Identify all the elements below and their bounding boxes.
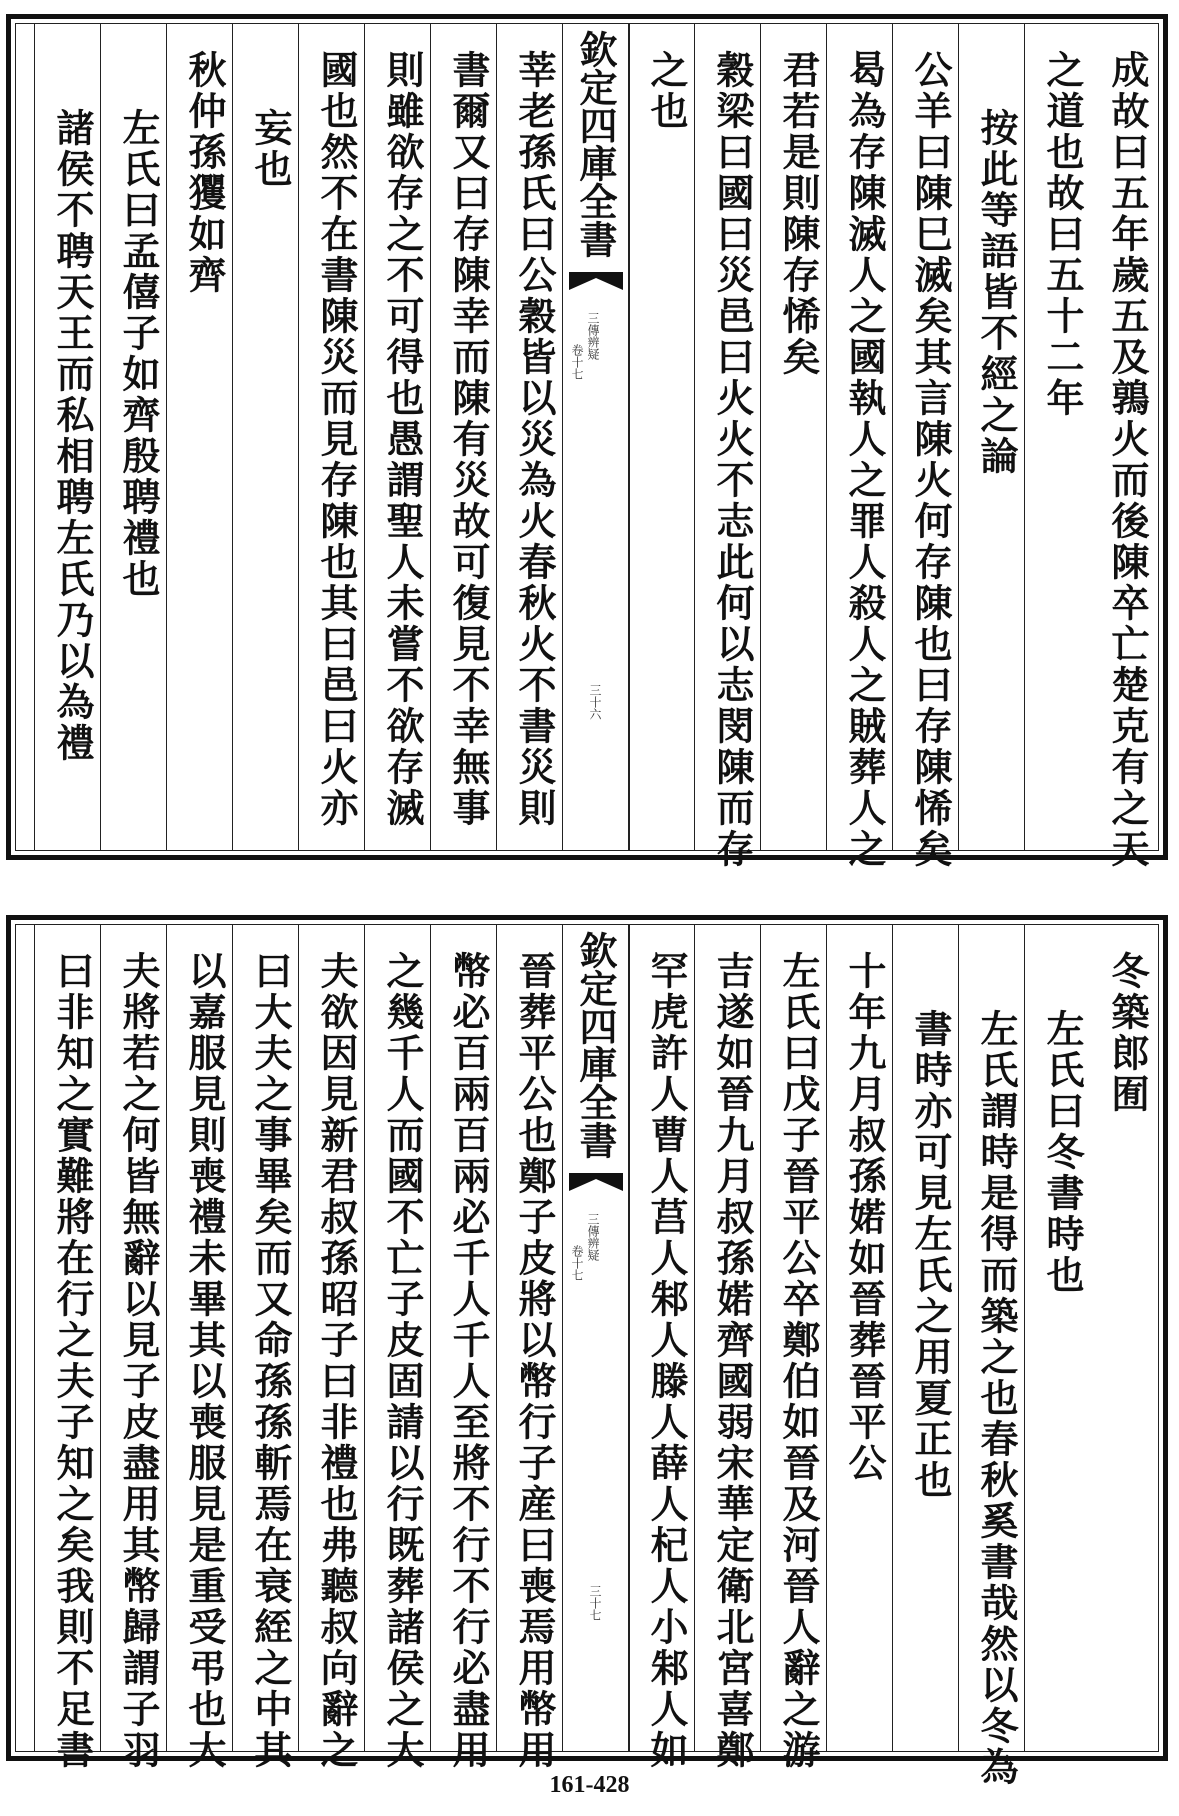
text-column [760, 925, 827, 1771]
text-column [1090, 24, 1156, 870]
column-text: 成故曰五年歲五及鶉火而後陳卒亡楚克有之天 [1105, 50, 1150, 870]
column-text: 曰非知之實難將在行之夫子知之矣我則不足書 [50, 951, 95, 1771]
volume-label: 卷十七 [570, 344, 584, 380]
text-column [892, 24, 959, 870]
text-column [430, 925, 497, 1771]
text-column [694, 24, 761, 870]
column-text: 之道也故曰五十二年 [1040, 50, 1085, 419]
leaf-number: 三十七 [588, 1585, 602, 1621]
text-column [364, 925, 431, 1771]
library-title: 欽定四庫全書 [573, 30, 618, 258]
text-column [298, 24, 365, 850]
text-column [34, 925, 101, 1771]
column-text: 穀梁曰國曰災邑曰火火不志此何以志閔陳而存 [710, 50, 755, 870]
column-text: 國也然不在書陳災而見存陳也其曰邑曰火亦 [314, 50, 359, 829]
column-text: 則雖欲存之不可得也愚謂聖人未嘗不欲存滅 [380, 50, 425, 829]
column-text: 曷為存陳滅人之國執人之罪人殺人之賊葬人之 [842, 50, 887, 870]
library-title: 欽定四庫全書 [573, 931, 618, 1159]
column-text: 左氏曰孟僖子如齊殷聘禮也 [116, 108, 161, 600]
page-number: 161-428 [549, 1772, 630, 1798]
column-text: 曰大夫之事畢矣而又命孫孫斬焉在衰絰之中其 [248, 951, 293, 1771]
column-text: 秋仲孫玃如齊 [182, 50, 227, 296]
column-text: 公羊曰陳巳滅矣其言陳火何存陳也曰存陳悕矣 [908, 50, 953, 870]
top-page-frame [15, 23, 1159, 870]
fish-tail-mark [569, 1171, 623, 1193]
text-column [892, 925, 959, 1751]
book-title: 三傳辨疑 [586, 1213, 600, 1261]
column-text: 之幾千人而國不亡子皮固請以行既葬諸侯之大 [380, 951, 425, 1771]
center-spine [562, 925, 630, 1751]
column-text: 晉葬平公也鄭子皮將以幣行子産曰喪焉用幣用 [512, 951, 557, 1771]
text-column [1090, 925, 1156, 1751]
fish-tail-mark [569, 270, 623, 292]
column-text: 諸侯不聘天王而私相聘左氏乃以為禮 [50, 108, 95, 764]
text-column [826, 925, 893, 1751]
column-text: 冬築郎囿 [1105, 951, 1150, 1115]
book-title: 三傳辨疑 [586, 312, 600, 360]
text-column [100, 24, 167, 850]
column-text: 書時亦可見左氏之用夏正也 [908, 1009, 953, 1501]
text-column [100, 925, 167, 1771]
text-column [166, 925, 233, 1771]
column-text: 左氏曰戊子晉平公卒鄭伯如晉及河晉人辭之游 [776, 951, 821, 1771]
column-text: 左氏謂時是得而築之也春秋奚書哉然以冬為 [974, 1009, 1019, 1788]
column-text: 書爾又曰存陳幸而陳有災故可復見不幸無事 [446, 50, 491, 829]
text-column [694, 925, 761, 1771]
column-text: 按此等語皆不經之論 [974, 108, 1019, 477]
text-column [628, 24, 695, 850]
text-column [34, 24, 101, 850]
text-column [826, 24, 893, 870]
text-column [958, 24, 1025, 850]
column-text: 莘老孫氏曰公穀皆以災為火春秋火不書災則 [512, 50, 557, 829]
text-column [628, 925, 695, 1771]
volume-label: 卷十七 [570, 1245, 584, 1281]
text-column [496, 24, 563, 850]
column-text: 夫將若之何皆無辭以見子皮盡用其幣歸謂子羽 [116, 951, 161, 1771]
column-text: 妄也 [248, 108, 293, 190]
column-text: 左氏曰冬書時也 [1040, 1009, 1085, 1296]
column-text: 罕虎許人曹人莒人邾人滕人薛人杞人小邾人如 [644, 951, 689, 1771]
column-text: 君若是則陳存悕矣 [776, 50, 821, 378]
text-column [430, 24, 497, 850]
column-text: 吉遂如晉九月叔孫婼齊國弱宋華定衛北宮喜鄭 [710, 951, 755, 1771]
center-spine [562, 24, 630, 850]
column-text: 以嘉服見則喪禮未畢其以喪服見是重受弔也大 [182, 951, 227, 1771]
text-column [232, 24, 299, 850]
text-column [232, 925, 299, 1771]
text-column [496, 925, 563, 1771]
column-text: 之也 [644, 50, 689, 132]
text-column [958, 925, 1025, 1788]
text-column [1024, 925, 1091, 1751]
text-column [166, 24, 233, 850]
text-column [760, 24, 827, 850]
text-column [1024, 24, 1091, 850]
text-column [364, 24, 431, 850]
text-column [298, 925, 365, 1771]
column-text: 幣必百兩百兩必千人千人至將不行不行必盡用 [446, 951, 491, 1771]
leaf-number: 三十六 [588, 684, 602, 720]
column-text: 夫欲因見新君叔孫昭子曰非禮也弗聽叔向辭之 [314, 951, 359, 1771]
top-page [6, 14, 1168, 870]
column-text: 十年九月叔孫婼如晉葬晉平公 [842, 951, 887, 1484]
